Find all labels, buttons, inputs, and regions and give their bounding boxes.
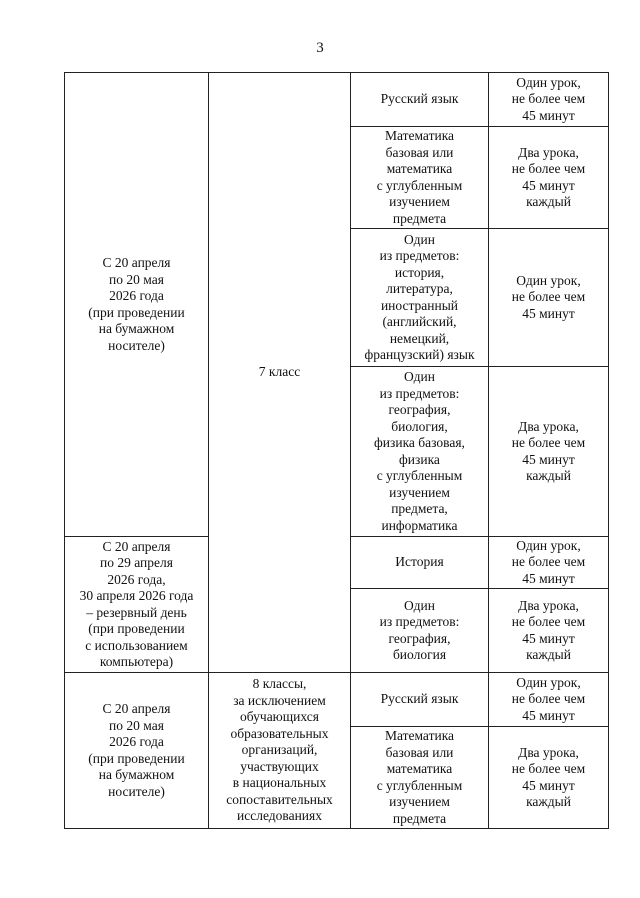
period-cell: С 20 апреля по 29 апреля 2026 года, 30 апреля 2026 года – резервный день (при проведении с использованием компьютера) bbox=[65, 537, 209, 673]
period-cell: С 20 апреля по 20 мая 2026 года (при проведении на бумажном носителе) bbox=[65, 673, 209, 829]
subject-cell: Один из предметов: география, биология, физика базовая, физика с углубленным изучением предмета, информатика bbox=[351, 367, 489, 537]
duration-cell: Два урока, не более чем 45 минут каждый bbox=[489, 127, 609, 229]
duration-cell: Один урок, не более чем 45 минут bbox=[489, 673, 609, 727]
subject-cell: Русский язык bbox=[351, 673, 489, 727]
table-row bbox=[65, 673, 609, 727]
subject-cell: Один из предметов: география, биология bbox=[351, 589, 489, 673]
duration-cell: Один урок, не более чем 45 минут bbox=[489, 537, 609, 589]
page-number: 3 bbox=[316, 40, 324, 56]
class-cell: 7 класс bbox=[209, 73, 351, 673]
duration-cell: Два урока, не более чем 45 минут каждый bbox=[489, 589, 609, 673]
table-row bbox=[65, 73, 609, 127]
duration-cell: Один урок, не более чем 45 минут bbox=[489, 73, 609, 127]
subject-cell: Математика базовая или математика с углубленным изучением предмета bbox=[351, 127, 489, 229]
subject-cell: Один из предметов: история, литература, иностранный (английский, немецкий, французский) язык bbox=[351, 229, 489, 367]
duration-cell: Два урока, не более чем 45 минут каждый bbox=[489, 727, 609, 829]
schedule-table-body bbox=[65, 73, 609, 829]
subject-cell: История bbox=[351, 537, 489, 589]
period-cell: С 20 апреля по 20 мая 2026 года (при проведении на бумажном носителе) bbox=[65, 73, 209, 537]
duration-cell: Два урока, не более чем 45 минут каждый bbox=[489, 367, 609, 537]
subject-cell: Русский язык bbox=[351, 73, 489, 127]
schedule-table bbox=[64, 72, 609, 829]
duration-cell: Один урок, не более чем 45 минут bbox=[489, 229, 609, 367]
subject-cell: Математика базовая или математика с углубленным изучением предмета bbox=[351, 727, 489, 829]
class-cell: 8 классы, за исключением обучающихся образовательных организаций, участвующих в национальных сопоставительных исследованиях bbox=[209, 673, 351, 829]
